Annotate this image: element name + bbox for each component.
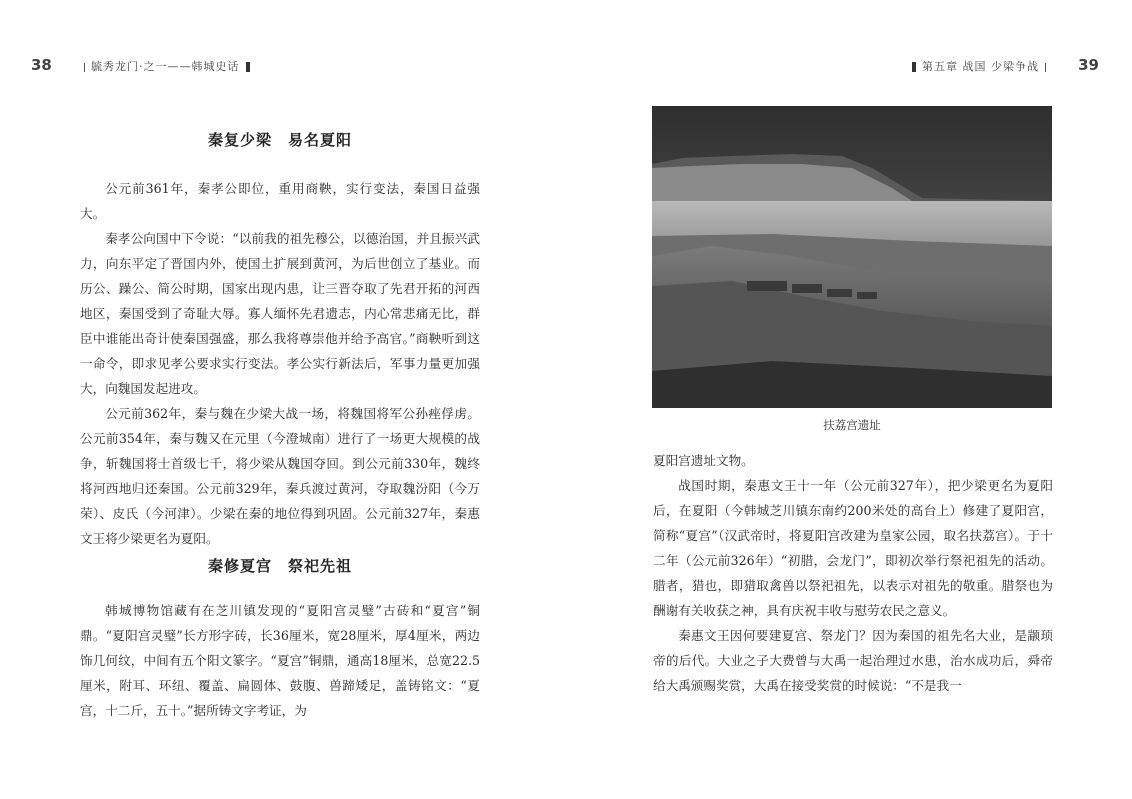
- landscape-photo-image: [652, 106, 1052, 408]
- divider-block: [246, 62, 250, 72]
- section-body: [653, 448, 1053, 698]
- section-body: [80, 176, 480, 551]
- divider-bar: [84, 63, 85, 72]
- paragraph: 战国时期，秦惠文王十一年（公元前327年），把少梁更名为夏阳后，在夏阳（今韩城芝川镇东南约200米处的高台上）修建了夏阳宫，简称“夏宫”（汉武帝时，将夏阳宫改建为皇家公园，取名扶荔宫）。于十二年（公元前326年）“初腊，会龙门”，即初次举行祭祀祖先的活动。腊者，猎也，即猎取禽兽以祭祀祖先，以表示对祖先的敬重。腊祭也为酬谢有关收获之神，具有庆祝丰收与慰劳农民之意义。: [653, 478, 1053, 618]
- paragraph: 公元前361年，秦孝公即位，重用商鞅，实行变法，秦国日益强大。: [80, 181, 480, 221]
- running-title-text: 第五章 战国 少梁争战: [922, 60, 1039, 73]
- paragraph: 韩城博物馆藏有在芝川镇发现的“夏阳宫灵璧”古砖和“夏宫”铜鼎。“夏阳宫灵璧”长方形字砖，长36厘米，宽28厘米，厚4厘米，两边饰几何纹，中间有五个阳文篆字。“夏宫”铜鼎，通高18厘米，总宽22.5厘米，附耳、环纽、覆盖、扁圆体、鼓腹、兽蹄矮足，盖铸铭文：“夏宫，十二斤，五十。”据所铸文字考证，为: [80, 603, 480, 718]
- running-title-left: [78, 58, 256, 74]
- section-heading: 秦修夏宫 祭祀先祖: [207, 557, 352, 575]
- photo-caption: 扶荔宫遗址: [823, 418, 881, 432]
- page-number-left: 38: [31, 56, 52, 74]
- divider-bar: [1045, 63, 1046, 72]
- right-page: [566, 0, 1132, 799]
- divider-block: [912, 62, 916, 72]
- paragraph: 公元前362年，秦与魏在少梁大战一场，将魏国将军公孙痤俘虏。公元前354年，秦与魏又在元里（今澄城南）进行了一场更大规模的战争，斩魏国将士首级七千，将少梁从魏国夺回。到公元前330年，魏终将河西地归还秦国。公元前329年，秦兵渡过黄河，夺取魏汾阳（今万荣）、皮氏（今河津）。少梁在秦的地位得到巩固。公元前327年，秦惠文王将少梁更名为夏阳。: [80, 406, 480, 546]
- paragraph: 秦孝公向国中下令说：“以前我的祖先穆公，以德治国，并且振兴武力，向东平定了晋国内外，使国土扩展到黄河，为后世创立了基业。而历公、躁公、简公时期，国家出现内患，让三晋夺取了先君开拓的河西地区，秦国受到了奇耻大辱。寡人缅怀先君遗志，内心常悲痛无比，群臣中谁能出奇计使秦国强盛，那么我将尊崇他并给予高官。”商鞅听到这一命令，即求见孝公要求实行变法。孝公实行新法后，军事力量更加强大，向魏国发起进攻。: [80, 231, 480, 396]
- paragraph: 秦惠文王因何要建夏宫、祭龙门？因为秦国的祖先名大业，是颛顼帝的后代。大业之子大费曾与大禹一起治理过水患，治水成功后，舜帝给大禹颁赐奖赏，大禹在接受奖赏的时候说：“不是我一: [653, 628, 1053, 693]
- section-heading: 秦复少梁 易名夏阳: [207, 131, 352, 149]
- section-body: [80, 598, 480, 723]
- site-photo: [652, 106, 1052, 408]
- page-number-right: 39: [1078, 56, 1099, 74]
- paragraph: 夏阳宫遗址文物。: [653, 453, 754, 468]
- running-title-right: [906, 58, 1052, 74]
- running-title-text: 毓秀龙门·之一——韩城史话: [91, 60, 240, 73]
